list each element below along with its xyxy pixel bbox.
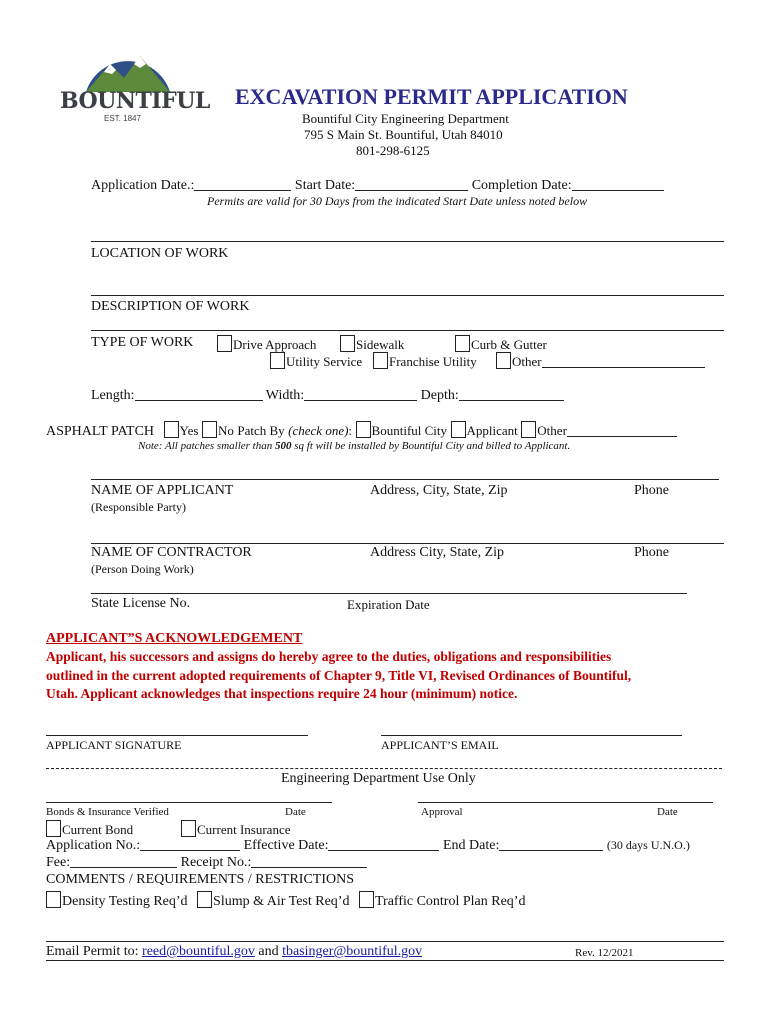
applicant-label: Applicant: [466, 423, 518, 438]
sidewalk-checkbox[interactable]: [340, 335, 355, 352]
type-curb-gutter[interactable]: [455, 335, 547, 353]
days-note: (30 days U.N.O.): [606, 838, 690, 852]
bonds-date-label: Date: [285, 806, 306, 818]
application-no-row: [46, 837, 690, 854]
asphalt-no-label: No: [217, 423, 234, 438]
start-date-field[interactable]: [355, 177, 468, 191]
location-field[interactable]: [91, 241, 724, 242]
density-checkbox[interactable]: [46, 891, 61, 908]
approval-field[interactable]: [418, 802, 713, 803]
other-checkbox[interactable]: [496, 352, 511, 369]
license-label: State License No.: [91, 596, 191, 611]
check-one-label: (check one): [288, 423, 349, 438]
drive-approach-checkbox[interactable]: [217, 335, 232, 352]
requirements-row: [46, 891, 525, 910]
applicant-name-label: NAME OF APPLICANT: [91, 483, 234, 498]
fee-label: Fee:: [46, 855, 71, 870]
type-of-work-label: TYPE OF WORK: [91, 335, 194, 350]
receipt-field[interactable]: [251, 854, 367, 868]
other-field[interactable]: [542, 354, 705, 368]
bountiful-logo: [58, 34, 210, 129]
office-divider: [46, 768, 722, 769]
current-insurance[interactable]: [181, 820, 291, 838]
applicant-address-label: Address, City, State, Zip: [370, 483, 508, 498]
applicant-checkbox[interactable]: [451, 421, 466, 438]
page-title: EXCAVATION PERMIT APPLICATION: [235, 84, 628, 109]
footer-rule-bottom: [46, 960, 724, 961]
bountiful-city-checkbox[interactable]: [356, 421, 371, 438]
completion-date-label: Completion Date:: [471, 178, 572, 193]
application-no-label: Application No.:: [46, 838, 141, 853]
logo-text: BOUNTIFUL: [60, 88, 210, 114]
density-label: Density Testing Req’d: [62, 894, 188, 909]
width-field[interactable]: [304, 387, 417, 401]
utility-service-label: Utility Service: [286, 354, 363, 369]
email-field[interactable]: [381, 735, 682, 736]
depth-label: Depth:: [420, 388, 459, 403]
length-label: Length:: [91, 388, 135, 403]
asphalt-yes-checkbox[interactable]: [164, 421, 179, 438]
width-label: Width:: [265, 388, 305, 403]
revision-label: Rev. 12/2021: [575, 947, 634, 959]
location-label: LOCATION OF WORK: [91, 246, 229, 261]
patch-other-field[interactable]: [567, 423, 677, 437]
app-date-label: Application Date.:: [91, 178, 195, 193]
footer-rule: [46, 941, 724, 942]
traffic-label: Traffic Control Plan Req’d: [374, 894, 526, 909]
description-field-2[interactable]: [91, 330, 724, 331]
bonds-label: Bonds & Insurance Verified: [46, 806, 169, 818]
email-and: and: [254, 944, 283, 959]
dept-address: 795 S Main St. Bountiful, Utah 84010: [304, 127, 503, 142]
license-field[interactable]: [91, 593, 687, 594]
description-field[interactable]: [91, 295, 724, 296]
end-date-label: End Date:: [442, 838, 500, 853]
dimensions-row: [91, 387, 564, 404]
patch-other-checkbox[interactable]: [521, 421, 536, 438]
sidewalk-label: Sidewalk: [356, 337, 405, 352]
fee-row: [46, 854, 367, 871]
type-other[interactable]: [496, 352, 705, 370]
curb-gutter-checkbox[interactable]: [455, 335, 470, 352]
slump-checkbox[interactable]: [197, 891, 212, 908]
email-link-tbasinger[interactable]: tbasinger@bountiful.gov: [282, 944, 423, 959]
applicant-phone-label: Phone: [634, 483, 669, 498]
receipt-label: Receipt No.:: [180, 855, 252, 870]
bonds-field[interactable]: [46, 802, 332, 803]
applicant-sub: (Responsible Party): [91, 500, 186, 514]
asphalt-yes-label: Yes: [179, 423, 199, 438]
ack-heading: APPLICANT”S ACKNOWLEDGEMENT: [46, 631, 303, 646]
type-franchise-utility[interactable]: [373, 352, 477, 370]
email-permit-line: [46, 944, 422, 960]
ack-line-2: outlined in the current adopted requirements of Chapter 9, Title VI, Revised Ordinances of Bountiful,: [46, 668, 632, 683]
fee-field[interactable]: [70, 854, 177, 868]
curb-gutter-label: Curb & Gutter: [471, 337, 547, 352]
asphalt-patch-row: ASPHALT PATCH Yes No Patch By (check one): Bountiful City Applicant Other: [46, 421, 677, 440]
length-field[interactable]: [135, 387, 263, 401]
patch-by-label: Patch By: [237, 423, 285, 438]
ack-line-1: Applicant, his successors and assigns do hereby agree to the duties, obligations and responsibilities: [46, 649, 612, 664]
email-permit-label: Email Permit to:: [46, 944, 143, 959]
current-bond[interactable]: [46, 820, 133, 838]
contractor-field[interactable]: [91, 543, 724, 544]
patch-note-area: 500: [274, 440, 292, 452]
patch-other-label: Other: [537, 423, 567, 438]
asphalt-patch-label: ASPHALT PATCH: [46, 424, 155, 439]
dept-name: Bountiful City Engineering Department: [302, 111, 509, 126]
other-label: Other: [512, 354, 542, 369]
applicant-field[interactable]: [91, 479, 719, 480]
signature-field[interactable]: [46, 735, 308, 736]
office-heading: Engineering Department Use Only: [281, 771, 476, 786]
contractor-phone-label: Phone: [634, 545, 669, 560]
comments-label: COMMENTS / REQUIREMENTS / RESTRICTIONS: [46, 872, 355, 887]
utility-service-checkbox[interactable]: [270, 352, 285, 369]
slump-label: Slump & Air Test Req’d: [213, 894, 350, 909]
asphalt-no-checkbox[interactable]: [202, 421, 217, 438]
logo-est: EST. 1847: [104, 114, 141, 123]
contractor-name-label: NAME OF CONTRACTOR: [91, 545, 252, 560]
app-date-field[interactable]: [194, 177, 291, 191]
end-date-field[interactable]: [499, 837, 603, 851]
patch-note-c: sq ft will be installed by Bountiful City and billed to Applicant.: [291, 440, 571, 452]
application-no-field[interactable]: [140, 837, 240, 851]
start-date-label: Start Date:: [294, 178, 356, 193]
effective-date-label: Effective Date:: [243, 838, 329, 853]
expiration-label: Expiration Date: [347, 597, 430, 612]
effective-date-field[interactable]: [328, 837, 439, 851]
current-insurance-label: Current Insurance: [197, 822, 291, 837]
depth-field[interactable]: [459, 387, 564, 401]
permit-validity-note: Permits are valid for 30 Days from the indicated Start Date unless noted below: [207, 194, 588, 208]
patch-note-a: Note: All patches smaller than: [138, 440, 275, 452]
contractor-address-label: Address City, State, Zip: [370, 545, 505, 560]
dept-phone: 801-298-6125: [356, 143, 430, 158]
dates-row: [91, 177, 664, 194]
approval-date-label: Date: [657, 806, 678, 818]
drive-approach-label: Drive Approach: [233, 337, 317, 352]
approval-label: Approval: [421, 806, 463, 818]
franchise-utility-checkbox[interactable]: [373, 352, 388, 369]
type-sidewalk[interactable]: [340, 335, 404, 353]
contractor-sub: (Person Doing Work): [91, 562, 194, 576]
current-insurance-checkbox[interactable]: [181, 820, 196, 837]
email-link-reed[interactable]: reed@bountiful.gov: [142, 944, 255, 959]
description-label: DESCRIPTION OF WORK: [91, 299, 250, 314]
franchise-utility-label: Franchise Utility: [389, 354, 477, 369]
current-bond-checkbox[interactable]: [46, 820, 61, 837]
bountiful-city-label: Bountiful City: [371, 423, 448, 438]
traffic-checkbox[interactable]: [359, 891, 374, 908]
completion-date-field[interactable]: [572, 177, 664, 191]
email-label: APPLICANT’S EMAIL: [381, 738, 499, 752]
ack-line-3: Utah. Applicant acknowledges that inspections require 24 hour (minimum) notice.: [46, 686, 518, 701]
signature-label: APPLICANT SIGNATURE: [46, 738, 182, 752]
patch-note: [138, 440, 570, 452]
type-drive-approach[interactable]: [217, 335, 316, 353]
current-bond-label: Current Bond: [62, 822, 134, 837]
type-utility-service[interactable]: [270, 352, 362, 370]
